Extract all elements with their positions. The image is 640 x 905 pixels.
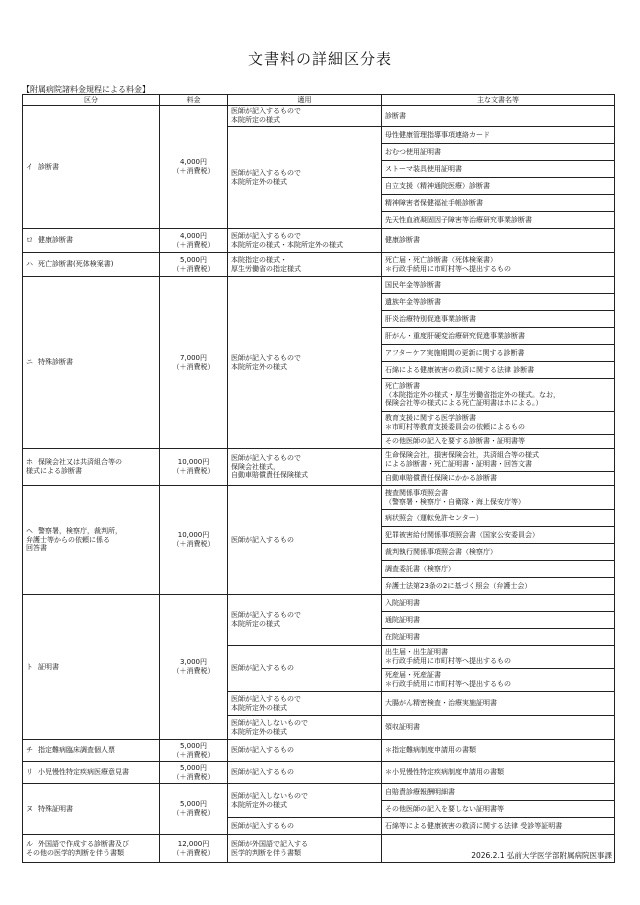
fee-cell: 4,000円 （＋消費税） bbox=[160, 229, 228, 253]
fee-cell: 3,000円 （＋消費税） bbox=[160, 595, 228, 740]
category-mark: ヘ bbox=[26, 526, 33, 535]
category-name: 健康診断書 bbox=[38, 236, 73, 245]
fee-cell: 10,000円 （＋消費税） bbox=[160, 449, 228, 486]
doc-cell: 自立支援（精神通院医療）診断書 bbox=[382, 178, 615, 195]
applies-cell: 医師が記入するもので 本院所定外の様式 bbox=[228, 277, 382, 449]
page-title: 文書料の詳細区分表 bbox=[247, 50, 392, 68]
category-name: 特殊証明書 bbox=[38, 804, 73, 813]
footer-issuer: 2026.2.1 弘前大学医学部附属病院医事課 bbox=[471, 851, 612, 860]
doc-cell: 大腸がん精密検査・治療実施証明書 bbox=[382, 692, 615, 716]
doc-cell: 生命保険会社，損害保険会社，共済組合等の様式 による診断書・死亡証明書・証明書・回答文書 bbox=[382, 449, 615, 472]
category-cell bbox=[23, 835, 160, 863]
applies-cell: 医師が記入するもの bbox=[228, 762, 382, 784]
category-mark: ト bbox=[26, 662, 33, 671]
applies-cell: 医師が記入するもの bbox=[228, 646, 382, 692]
category-name: 証明書 bbox=[38, 662, 59, 671]
doc-cell: 出生届・出生証明書 ＊行政手続用に市町村等へ提出するもの bbox=[382, 646, 615, 669]
doc-cell: 調査委託書（検察庁） bbox=[382, 561, 615, 578]
fee-cell: 5,000円 （＋消費税） bbox=[160, 253, 228, 277]
header-fee: 料金 bbox=[160, 95, 228, 106]
applies-cell: 医師が記入するもので 本院所定の様式・本院所定外の様式 bbox=[228, 229, 382, 253]
fee-cell: 4,000円 （＋消費税） bbox=[160, 106, 228, 229]
table-row bbox=[23, 486, 615, 510]
fee-table bbox=[22, 94, 615, 863]
table-row bbox=[23, 106, 615, 127]
applies-cell: 医師が記入するもの bbox=[228, 740, 382, 762]
category-name: 保険会社又は共済組合等の 様式による診断書 bbox=[26, 458, 122, 475]
doc-cell: 教育支援に関する医学診断書 ＊市町村等教育支援委員会の依頼によるもの bbox=[382, 412, 615, 435]
category-mark: ホ bbox=[26, 458, 33, 467]
fee-cell: 5,000円 （＋消費税） bbox=[160, 740, 228, 762]
doc-cell: 石綿による健康被害の救済に関する法律 診断書 bbox=[382, 362, 615, 379]
table-row bbox=[23, 784, 615, 801]
category-mark: イ bbox=[26, 162, 33, 171]
applies-cell: 医師が記入しないもので 本院所定外の様式 bbox=[228, 716, 382, 740]
table-row bbox=[23, 277, 615, 294]
doc-cell: 診断書 bbox=[382, 106, 615, 127]
doc-cell: ＊小児慢性特定疾病制度申請用の書類 bbox=[382, 762, 615, 784]
applies-cell: 医師が記入するもの bbox=[228, 818, 382, 835]
doc-cell: 弁護士法第23条の2に基づく照会（弁護士会） bbox=[382, 578, 615, 595]
doc-cell: 病状照会（運転免許センター） bbox=[382, 510, 615, 527]
section-label: 【附属病院諸料金規程による料金】 bbox=[22, 85, 150, 94]
category-name: 指定難病臨床調査個人票 bbox=[38, 746, 115, 755]
header-row bbox=[23, 95, 615, 106]
fee-cell: 12,000円 （＋消費税） bbox=[160, 835, 228, 863]
applies-cell: 医師が記入するもので 本院所定の様式 bbox=[228, 106, 382, 127]
doc-cell: ストーマ装具使用証明書 bbox=[382, 161, 615, 178]
doc-cell: 先天性血液凝固因子障害等治療研究事業診断書 bbox=[382, 212, 615, 229]
category-cell bbox=[23, 229, 160, 253]
category-name: 小児慢性特定疾病医療意見書 bbox=[38, 768, 129, 777]
doc-cell: その他医師の記入を要する診断書・証明書等 bbox=[382, 435, 615, 449]
category-cell bbox=[23, 106, 160, 229]
table-row bbox=[23, 762, 615, 784]
doc-cell: 死産届・死産証書 ＊行政手続用に市町村等へ提出するもの bbox=[382, 669, 615, 692]
doc-cell: 領収証明書 bbox=[382, 716, 615, 740]
doc-cell: 精神障害者保健福祉手帳診断書 bbox=[382, 195, 615, 212]
applies-cell: 医師が記入するもので 本院所定の様式 bbox=[228, 595, 382, 646]
doc-cell: おむつ使用証明書 bbox=[382, 144, 615, 161]
applies-cell: 医師が記入しないもので 本院所定外の様式 bbox=[228, 784, 382, 818]
header-applies: 適用 bbox=[228, 95, 382, 106]
category-mark: ニ bbox=[26, 358, 33, 367]
fee-cell: 5,000円 （＋消費税） bbox=[160, 784, 228, 835]
category-cell bbox=[23, 277, 160, 449]
table-row bbox=[23, 449, 615, 472]
doc-cell: 通院証明書 bbox=[382, 612, 615, 629]
header-category: 区分 bbox=[23, 95, 160, 106]
doc-cell: 肝炎治療特別促進事業診断書 bbox=[382, 311, 615, 328]
table-row bbox=[23, 740, 615, 762]
category-name: 外国語で作成する診断書及び その他の医学的判断を伴う書類 bbox=[26, 839, 129, 857]
category-name: 警察署，検察庁，裁判所， 弁護士等からの依頼に係る 回答書 bbox=[26, 526, 122, 553]
fee-cell: 10,000円 （＋消費税） bbox=[160, 486, 228, 595]
doc-cell: 死亡診断書 （本院指定外の様式・厚生労働省指定外の様式。なお， 保険会社等の様式による死亡証明書はホによる。） bbox=[382, 379, 615, 412]
doc-cell: 捜査関係事項照会書 （警察署・検察庁・自衛隊・海上保安庁等） bbox=[382, 486, 615, 510]
doc-cell: 遺族年金等診断書 bbox=[382, 294, 615, 311]
applies-cell: 医師が記入するもの bbox=[228, 486, 382, 595]
category-name: 特殊診断書 bbox=[38, 358, 73, 367]
doc-cell: 母性健康管理指導事項連絡カード bbox=[382, 127, 615, 144]
category-cell bbox=[23, 740, 160, 762]
category-cell bbox=[23, 253, 160, 277]
category-mark: ヌ bbox=[26, 804, 33, 813]
doc-cell: 裁判執行関係事項照会書（検察庁） bbox=[382, 544, 615, 561]
category-mark: チ bbox=[26, 746, 33, 755]
fee-cell: 7,000円 （＋消費税） bbox=[160, 277, 228, 449]
applies-cell: 医師が外国語で記入する 医学的判断を伴う書類 bbox=[228, 835, 382, 863]
category-name: 診断書 bbox=[38, 162, 59, 171]
doc-cell: 石綿等による健康被害の救済に関する法律 受診等証明書 bbox=[382, 818, 615, 835]
table-row bbox=[23, 229, 615, 253]
doc-cell: ＊指定難病制度申請用の書類 bbox=[382, 740, 615, 762]
doc-cell: 入院証明書 bbox=[382, 595, 615, 612]
category-cell bbox=[23, 595, 160, 740]
category-name: 死亡診断書(死体検案書) bbox=[38, 260, 114, 269]
table-row bbox=[23, 595, 615, 612]
doc-cell: 自賠責診療報酬明細書 bbox=[382, 784, 615, 801]
doc-cell: 犯罪被害給付関係事項照会書（国家公安委員会） bbox=[382, 527, 615, 544]
doc-cell: 死亡届・死亡診断書（死体検案書） ＊行政手続用に市町村等へ提出するもの bbox=[382, 253, 615, 277]
applies-cell: 医師が記入するもので 保険会社様式， 自動車賠償責任保険様式 bbox=[228, 449, 382, 486]
fee-cell: 5,000円 （＋消費税） bbox=[160, 762, 228, 784]
category-mark: ハ bbox=[26, 260, 33, 269]
doc-cell: 肝がん・重度肝硬変治療研究促進事業診断書 bbox=[382, 328, 615, 345]
category-cell bbox=[23, 449, 160, 486]
doc-cell: 自動車賠償責任保険にかかる診断書 bbox=[382, 472, 615, 486]
category-cell bbox=[23, 784, 160, 835]
applies-cell: 医師が記入するもので 本院所定外の様式 bbox=[228, 692, 382, 716]
applies-cell: 医師が記入するもので 本院所定外の様式 bbox=[228, 127, 382, 229]
doc-cell: 健康診断書 bbox=[382, 229, 615, 253]
doc-cell: その他医師の記入を要しない証明書等 bbox=[382, 801, 615, 818]
doc-cell: アフターケア実施期間の更新に関する診断書 bbox=[382, 345, 615, 362]
applies-cell: 本院指定の様式・ 厚生労働省の指定様式 bbox=[228, 253, 382, 277]
header-docs: 主な文書名等 bbox=[382, 95, 615, 106]
table-row bbox=[23, 253, 615, 277]
category-cell bbox=[23, 486, 160, 595]
category-mark: リ bbox=[26, 768, 33, 777]
category-cell bbox=[23, 762, 160, 784]
doc-cell: 国民年金等診断書 bbox=[382, 277, 615, 294]
doc-cell: 在院証明書 bbox=[382, 629, 615, 646]
category-mark: ル bbox=[26, 839, 33, 848]
category-mark: ロ bbox=[26, 236, 33, 245]
